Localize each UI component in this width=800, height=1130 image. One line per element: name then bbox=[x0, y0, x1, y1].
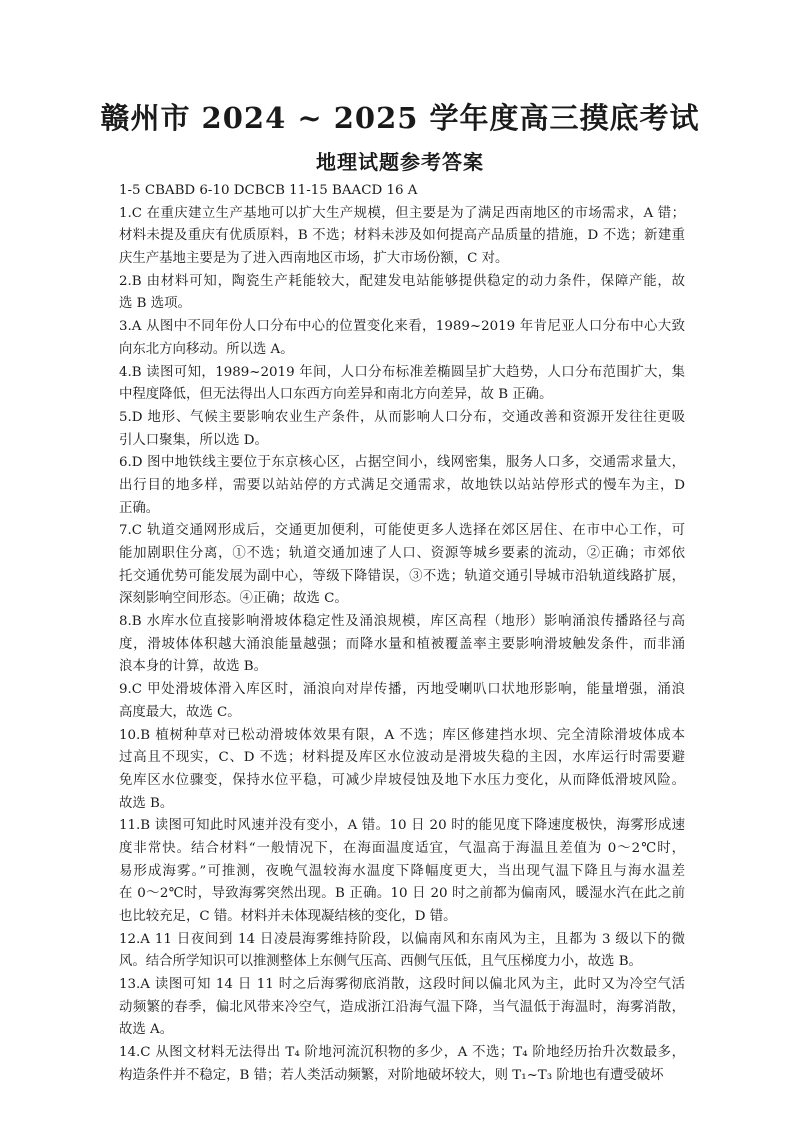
answer-line: 度非常快。结合材料“一般情况下，在海面温度适宜，气温高于海温且差值为 0～2℃时， bbox=[119, 840, 685, 856]
answer-line: 11.B 读图可知此时风速并没有变小，A 错。10 日 20 时的能见度下降速度极快，海雾形成速 bbox=[119, 818, 685, 834]
answer-item bbox=[119, 520, 685, 611]
answer-line: 高度最大，故选 C。 bbox=[119, 704, 241, 720]
answer-line: 过高且不现实，C、D 不选；材料提及库区水位波动是滑坡失稳的主因，水库运行时需要避 bbox=[119, 750, 685, 766]
page-title: 赣州市 2024 ~ 2025 学年度高三摸底考试 bbox=[100, 101, 700, 135]
answer-line: 正确。 bbox=[119, 500, 160, 516]
answer-item bbox=[119, 974, 685, 1042]
answer-line: 能加剧职住分离，①不选；轨道交通加速了人口、资源等城乡要素的流动，②正确；市郊依 bbox=[119, 546, 685, 561]
answer-line: 深刻影响空间形态。④正确；故选 C。 bbox=[119, 591, 348, 607]
answer-line: 3.A 从图中不同年份人口分布中心的位置变化来看，1989~2019 年肯尼亚人口分布中心大致 bbox=[119, 319, 685, 335]
answer-line: 出行目的地多样，需要以站站停的方式满足交通需求，故地铁以站站停形式的慢车为主，D bbox=[119, 477, 685, 493]
answer-line: 14.C 从图文材料无法得出 T₄ 阶地河流沉积物的多少，A 不选；T₄ 阶地经历抬升次数最多， bbox=[119, 1045, 685, 1061]
answer-line: 在 0～2℃时，导致海雾突然出现。B 正确。10 日 20 时之前都为偏南风，暖湿水汽在此之前 bbox=[119, 886, 685, 902]
answer-line: 1.C 在重庆建立生产基地可以扩大生产规模，但主要是为了满足西南地区的市场需求，A 错； bbox=[119, 205, 685, 221]
answer-line: 12.A 11 日夜间到 14 日凌晨海雾维持阶段，以偏南风和东南风为主，且都为 3 级以下的微 bbox=[119, 931, 685, 947]
answer-line: 度，滑坡体体积越大涌浪能量越强；而降水量和植被覆盖率主要影响滑坡触发条件，而非涌 bbox=[119, 636, 685, 652]
answer-item bbox=[119, 407, 685, 452]
answer-item bbox=[119, 316, 685, 361]
answer-line: 13.A 读图可知 14 日 11 时之后海雾彻底消散，这段时间以偏北风为主，此时又为冷空气活 bbox=[119, 977, 685, 993]
answer-line: 4.B 读图可知，1989~2019 年间，人口分布标准差椭圆呈扩大趋势，人口分布范围扩大，集 bbox=[119, 364, 685, 380]
answer-line: 9.C 甲处滑坡体滑入库区时，涌浪向对岸传播，丙地受喇叭口状地形影响，能量增强，涌浪 bbox=[119, 682, 685, 698]
answer-item bbox=[119, 452, 685, 520]
answer-line: 10.B 植树种草对已松动滑坡体效果有限，A 不选；库区修建挡水坝、完全清除滑坡体成本 bbox=[119, 727, 685, 743]
answer-line: 6.D 图中地铁线主要位于东京核心区，占据空间小，线网密集，服务人口多，交通需求量大， bbox=[119, 455, 685, 471]
answer-body bbox=[119, 180, 685, 1088]
answer-line: 易形成海雾。”可推测，夜晚气温较海水温度下降幅度更大，当出现气温下降且与海水温差 bbox=[119, 863, 685, 879]
answer-item bbox=[119, 815, 685, 928]
answer-line: 免库区水位骤变，保持水位平稳，可减少岸坡侵蚀及地下水压力变化，从而降低滑坡风险。 bbox=[119, 772, 685, 788]
answer-line: 故选 A。 bbox=[119, 1022, 174, 1038]
answer-list bbox=[119, 203, 685, 1088]
answer-line: 中程度降低，但无法得出人口东西方向差异和南北方向差异，故 B 正确。 bbox=[119, 387, 553, 403]
page-subtitle: 地理试题参考答案 bbox=[316, 150, 484, 174]
answer-line: 构造条件并不稳定，B 错；若人类活动频繁，对阶地破坏较大，则 T₁~T₃ 阶地也有遭受破坏 bbox=[119, 1067, 664, 1083]
answer-line: 也比较充足，C 错。材料并未体现凝结核的变化，D 错。 bbox=[119, 909, 457, 924]
answer-line: 动频繁的春季，偏北风带来冷空气，造成浙江沿海气温下降，当气温低于海温时，海雾消散， bbox=[119, 999, 685, 1015]
answer-line: 5.D 地形、气候主要影响农业生产条件，从而影响人口分布，交通改善和资源开发往往更吸 bbox=[119, 409, 685, 425]
answer-line: 向东北方向移动。所以选 A。 bbox=[119, 341, 294, 357]
answer-item bbox=[119, 929, 685, 974]
answer-line: 材料未提及重庆有优质原料，B 不选；材料未涉及如何提高产品质量的措施，D 不选；新建重 bbox=[119, 228, 685, 244]
answer-line: 选 B 选项。 bbox=[119, 296, 191, 312]
answer-item bbox=[119, 725, 685, 816]
answer-line: 风。结合所学知识可以推测整体上东侧气压高、西侧气压低，且气压梯度力小，故选 B。 bbox=[119, 954, 642, 970]
answer-item bbox=[119, 611, 685, 679]
answer-item bbox=[119, 1042, 685, 1087]
answer-line: 2.B 由材料可知，陶瓷生产耗能较大，配建发电站能够提供稳定的动力条件，保障产能，故 bbox=[119, 273, 685, 289]
answer-item bbox=[119, 203, 685, 271]
answer-key-line: 1-5 CBABD 6-10 DCBCB 11-15 BAACD 16 A bbox=[119, 183, 418, 198]
answer-item bbox=[119, 362, 685, 407]
answer-line: 托交通优势可能发展为副中心，等级下降错误，③不选；轨道交通引导城市沿轨道线路扩展， bbox=[119, 568, 685, 584]
answer-item bbox=[119, 271, 685, 316]
answer-item bbox=[119, 679, 685, 724]
answer-line: 引人口聚集，所以选 D。 bbox=[119, 432, 268, 448]
answer-line: 故选 B。 bbox=[119, 795, 174, 811]
answer-line: 浪本身的计算，故选 B。 bbox=[119, 659, 268, 675]
answer-line: 7.C 轨道交通网形成后，交通更加便利，可能使更多人选择在郊区居住、在市中心工作，可 bbox=[119, 523, 685, 539]
answer-line: 庆生产基地主要是为了进入西南地区市场，扩大市场份额，C 对。 bbox=[119, 251, 509, 267]
answer-line: 8.B 水库水位直接影响滑坡体稳定性及涌浪规模，库区高程（地形）影响涌浪传播路径与高 bbox=[119, 614, 685, 630]
